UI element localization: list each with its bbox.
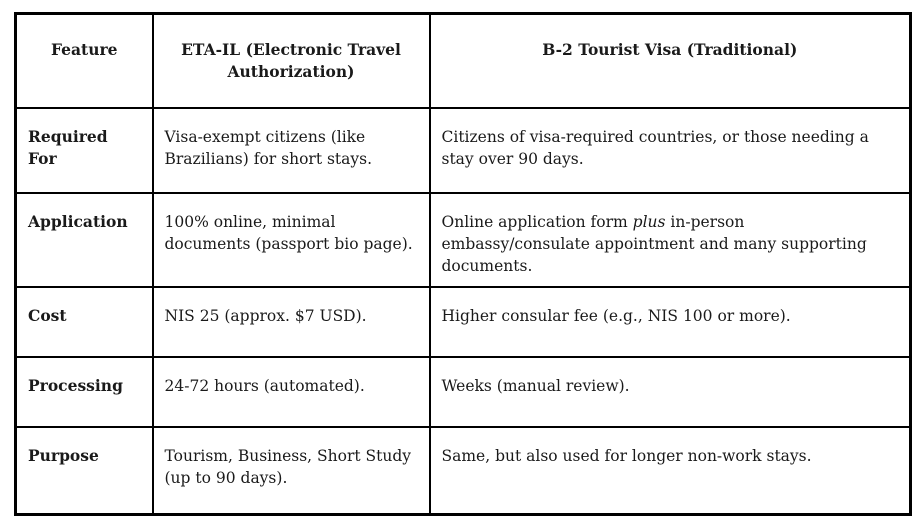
b2-cell-required-for: Citizens of visa-required countries, or those needing a stay over 90 days. — [430, 108, 911, 193]
eta-cell-purpose: Tourism, Business, Short Study (up to 90 days). — [153, 427, 430, 515]
feature-label: Purpose — [16, 427, 153, 515]
b2-application-text-end: in-person embassy/consulate appointment and many supporting documents. — [441, 212, 867, 276]
header-row — [16, 14, 911, 108]
visa-comparison-table — [14, 12, 912, 516]
feature-label: Processing — [16, 357, 153, 427]
table-row-purpose — [16, 427, 911, 515]
feature-label: Required For — [16, 108, 153, 193]
eta-cell-application: 100% online, minimal documents (passport bio page). — [153, 193, 430, 287]
b2-cell-processing: Weeks (manual review). — [430, 357, 911, 427]
eta-cell-processing: 24-72 hours (automated). — [153, 357, 430, 427]
column-header-eta-il: ETA-IL (Electronic Travel Authorization) — [153, 14, 430, 108]
eta-cell-required-for: Visa-exempt citizens (like Brazilians) for short stays. — [153, 108, 430, 193]
b2-cell-application — [430, 193, 911, 287]
feature-label: Cost — [16, 287, 153, 357]
table-row-required-for — [16, 108, 911, 193]
column-header-b2-visa: B-2 Tourist Visa (Traditional) — [430, 14, 911, 108]
b2-cell-cost: Higher consular fee (e.g., NIS 100 or more). — [430, 287, 911, 357]
visa-comparison-container — [14, 12, 912, 516]
table-row-cost — [16, 287, 911, 357]
table-row-application — [16, 193, 911, 287]
eta-cell-cost: NIS 25 (approx. $7 USD). — [153, 287, 430, 357]
b2-cell-purpose: Same, but also used for longer non-work stays. — [430, 427, 911, 515]
b2-application-text-start: Online application form — [441, 212, 633, 231]
b2-application-text-italic: plus — [632, 212, 666, 231]
feature-label: Application — [16, 193, 153, 287]
column-header-feature: Feature — [16, 14, 153, 108]
table-row-processing — [16, 357, 911, 427]
